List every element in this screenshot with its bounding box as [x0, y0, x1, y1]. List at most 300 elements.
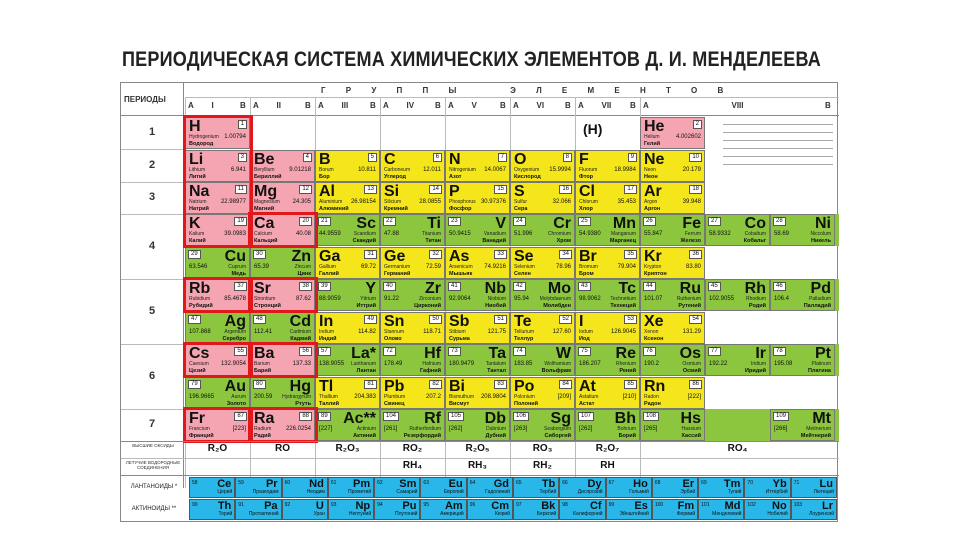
atomic-number: 69	[701, 480, 707, 486]
element-cell-pr[interactable]	[235, 477, 281, 498]
atomic-number: 86	[689, 380, 702, 389]
element-symbol: Mg	[254, 183, 278, 200]
element-cell-lu[interactable]	[791, 477, 837, 498]
atomic-number: 31	[364, 250, 377, 259]
russian-name: Хлор	[579, 206, 593, 212]
element-cell-md[interactable]	[698, 499, 744, 520]
atomic-number: 45	[708, 282, 721, 291]
element-cell-hf[interactable]	[380, 344, 445, 376]
element-cell-fe[interactable]	[640, 214, 705, 246]
atomic-number: 92	[284, 502, 291, 508]
atomic-number: 30	[253, 250, 266, 259]
element-cell-os[interactable]	[640, 344, 705, 376]
element-cell-zr[interactable]	[380, 279, 445, 311]
atomic-number: 39	[318, 282, 331, 291]
element-symbol: No	[772, 500, 787, 512]
atomic-number: 74	[513, 347, 526, 356]
atomic-number: 70	[747, 480, 753, 486]
atomic-number: 37	[234, 282, 247, 291]
atomic-number: 51	[494, 315, 507, 324]
element-cell-ni[interactable]	[770, 214, 835, 246]
element-cell-tc[interactable]	[575, 279, 640, 311]
russian-name: Уран	[313, 511, 325, 517]
atomic-number: 77	[708, 347, 721, 356]
period-label: 5	[148, 304, 156, 317]
latin-name: Argon	[644, 199, 658, 205]
element-cell-yb[interactable]	[744, 477, 790, 498]
atomic-number: 49	[364, 315, 377, 324]
atomic-number: 35	[624, 250, 637, 259]
latin-name: Selenium	[514, 264, 535, 270]
russian-name: Актиний	[353, 433, 376, 439]
russian-name: Лютеций	[813, 489, 834, 495]
element-symbol: Lu	[819, 478, 833, 490]
atomic-mass: 204.383	[354, 394, 376, 400]
latin-name: Gallium	[319, 264, 336, 270]
element-cell-au[interactable]	[185, 377, 250, 409]
element-cell-ir[interactable]	[705, 344, 770, 376]
element-cell-v[interactable]	[445, 214, 510, 246]
latin-name: Rhodium	[745, 296, 766, 302]
latin-name: Hafnium	[422, 361, 441, 367]
russian-name: Аргон	[644, 206, 661, 212]
atomic-number: 27	[708, 217, 721, 226]
latin-name: Argentum	[224, 329, 246, 335]
russian-name: Сурьма	[449, 336, 470, 342]
element-cell-la[interactable]	[315, 344, 380, 376]
element-cell-kr[interactable]	[640, 247, 705, 279]
atomic-number: 16	[559, 185, 572, 194]
element-symbol: Be	[254, 151, 275, 168]
russian-name: Скандий	[352, 238, 376, 244]
element-cell-ta[interactable]	[445, 344, 510, 376]
grid-line	[121, 441, 839, 442]
atomic-mass: 200.59	[254, 394, 273, 400]
element-cell-w[interactable]	[510, 344, 575, 376]
atomic-number: 34	[559, 250, 572, 259]
element-cell-db[interactable]	[445, 409, 510, 441]
element-cell-cm[interactable]	[467, 499, 513, 520]
element-cell-nb[interactable]	[445, 279, 510, 311]
group-b-label: B	[370, 101, 376, 110]
element-cell-re[interactable]	[575, 344, 640, 376]
element-cell-pb[interactable]	[380, 377, 445, 409]
russian-name: Гафний	[419, 368, 441, 374]
atomic-mass: 196.9665	[189, 394, 215, 400]
element-symbol: Si	[384, 183, 400, 200]
atomic-number: 59	[238, 480, 244, 486]
element-cell-pd[interactable]	[770, 279, 835, 311]
element-symbol: Kr	[644, 248, 662, 265]
element-cell-es[interactable]	[606, 499, 652, 520]
russian-name: Железо	[680, 238, 701, 244]
element-symbol: Au	[224, 378, 246, 395]
element-cell-ru[interactable]	[640, 279, 705, 311]
element-cell-pu[interactable]	[374, 499, 420, 520]
latin-name: Zincum	[294, 264, 311, 270]
latin-name: Seaborgium	[544, 426, 571, 432]
russian-name: Торий	[218, 511, 233, 517]
element-cell-hs[interactable]	[640, 409, 705, 441]
latin-name: Germanium	[384, 264, 411, 270]
atomic-mass: 186.207	[579, 361, 601, 367]
element-cell-ne[interactable]	[640, 150, 705, 182]
element-cell-ga[interactable]	[315, 247, 380, 279]
element-cell-as[interactable]	[445, 247, 510, 279]
russian-name: Радон	[644, 401, 661, 407]
element-cell-er[interactable]	[652, 477, 698, 498]
atomic-number: 8	[563, 153, 572, 162]
russian-name: Радий	[254, 433, 271, 439]
atomic-number: 48	[253, 315, 266, 324]
russian-name: Алюминий	[319, 206, 349, 212]
element-symbol: Cl	[579, 183, 595, 200]
latin-name: Iodum	[579, 329, 593, 335]
atomic-mass: 118.71	[423, 329, 441, 335]
latin-name: Lanthanum	[350, 361, 376, 367]
atomic-number: 38	[299, 282, 312, 291]
element-symbol: Md	[724, 500, 741, 512]
oxide-formula: R₂O₃	[335, 443, 360, 454]
element-cell-ti[interactable]	[380, 214, 445, 246]
element-symbol: S	[514, 183, 525, 200]
atomic-number: 101	[701, 502, 710, 508]
element-cell-np[interactable]	[328, 499, 374, 520]
atomic-number: 9	[628, 153, 637, 162]
element-cell-c[interactable]	[380, 150, 445, 182]
element-cell-u[interactable]	[282, 499, 328, 520]
element-symbol: Bi	[449, 378, 465, 395]
group-b-label: B	[435, 101, 441, 110]
atomic-mass: [222]	[687, 394, 701, 400]
element-cell-xe[interactable]	[640, 312, 705, 344]
russian-name: Тербий	[539, 489, 557, 495]
atomic-mass: 47.88	[384, 231, 400, 237]
atomic-mass: 83.80	[685, 264, 701, 270]
element-cell-sg[interactable]	[510, 409, 575, 441]
element-cell-si[interactable]	[380, 182, 445, 214]
element-cell-y[interactable]	[315, 279, 380, 311]
atomic-mass: 32.066	[552, 199, 571, 205]
periods-header: ПЕРИОДЫ	[124, 95, 166, 104]
element-symbol: Tc	[618, 280, 636, 297]
atomic-number: 96	[469, 502, 476, 508]
russian-name: Рутений	[678, 303, 701, 309]
grid-line	[121, 344, 183, 345]
group-b-label: B	[565, 101, 571, 110]
latin-name: Molybdaenum	[539, 296, 571, 302]
element-cell-cu[interactable]	[185, 247, 250, 279]
element-symbol: Pa	[264, 500, 278, 512]
element-symbol: Ho	[633, 478, 648, 490]
atomic-number: 42	[513, 282, 526, 291]
latin-name: Natrium	[189, 199, 207, 205]
atomic-number: 53	[624, 315, 637, 324]
russian-name: Ниобий	[485, 303, 506, 309]
element-symbol: Te	[514, 313, 532, 330]
atomic-number: 52	[559, 315, 572, 324]
element-cell-pm[interactable]	[328, 477, 374, 498]
period-label: 2	[148, 159, 156, 171]
element-symbol: Xe	[644, 313, 664, 330]
russian-name: Фермий	[676, 511, 696, 517]
element-symbol: Rn	[644, 378, 666, 395]
russian-name: Франций	[189, 433, 214, 439]
element-symbol: Ga	[319, 248, 341, 265]
atomic-number: 67	[608, 480, 615, 486]
atomic-mass: 50.9415	[449, 231, 471, 237]
russian-name: Азот	[449, 174, 462, 180]
atomic-mass: 51.996	[514, 231, 533, 237]
hydride-formula: RH	[600, 460, 615, 471]
element-cell-at[interactable]	[575, 377, 640, 409]
element-symbol: In	[319, 313, 334, 330]
element-cell-nd[interactable]	[282, 477, 328, 498]
element-cell-zn[interactable]	[250, 247, 315, 279]
atomic-mass: 183.85	[514, 361, 533, 367]
element-cell-ce[interactable]	[189, 477, 235, 498]
atomic-number: 63	[423, 480, 429, 486]
element-cell-tm[interactable]	[698, 477, 744, 498]
russian-name: Хассий	[681, 433, 701, 439]
russian-name: Иридий	[745, 368, 766, 374]
latin-name: Meitnerium	[806, 426, 831, 432]
element-cell-sm[interactable]	[374, 477, 420, 498]
element-cell-rh[interactable]	[705, 279, 770, 311]
atomic-number: 104	[383, 412, 399, 421]
element-cell-am[interactable]	[420, 499, 466, 520]
element-symbol: Sn	[384, 313, 405, 330]
legend-line	[723, 119, 833, 125]
atomic-mass: 28.0855	[419, 199, 441, 205]
russian-name: Полоний	[514, 401, 539, 407]
element-cell-tl[interactable]	[315, 377, 380, 409]
element-symbol: Ar	[644, 183, 662, 200]
russian-name: Нобелий	[767, 511, 788, 517]
legend-line	[723, 127, 833, 133]
element-cell-cf[interactable]	[559, 499, 605, 520]
element-cell-hg[interactable]	[250, 377, 315, 409]
element-symbol: Cd	[289, 313, 311, 330]
latin-name: Xenon	[644, 329, 659, 335]
element-cell-cr[interactable]	[510, 214, 575, 246]
highlight-ra	[248, 407, 318, 443]
atomic-number: 72	[383, 347, 396, 356]
element-cell-n[interactable]	[445, 150, 510, 182]
element-cell-mo[interactable]	[510, 279, 575, 311]
oxides-label: ВЫСШИЕ ОКСИДЫ	[132, 443, 174, 448]
element-symbol: Re	[615, 345, 636, 362]
element-cell-mt[interactable]	[770, 409, 835, 441]
atomic-mass: [227]	[319, 426, 333, 432]
element-symbol: Cf	[589, 500, 602, 512]
russian-name: Бериллий	[254, 174, 282, 180]
group-b-label: B	[240, 101, 246, 110]
russian-name: Иод	[579, 336, 590, 342]
group-b-label: B	[825, 101, 831, 110]
element-cell-dy[interactable]	[559, 477, 605, 498]
element-cell-cl[interactable]	[575, 182, 640, 214]
latin-name: Rhenium	[615, 361, 636, 367]
element-cell-bh[interactable]	[575, 409, 640, 441]
atomic-mass: 6.941	[230, 167, 246, 173]
atomic-mass: 131.29	[682, 329, 701, 335]
group-roman-label: VIII	[731, 101, 744, 110]
atomic-mass: 58.69	[774, 231, 790, 237]
atomic-number: 109	[773, 412, 789, 421]
element-cell-ho[interactable]	[606, 477, 652, 498]
element-symbol: Sc	[356, 215, 376, 232]
element-cell-rn[interactable]	[640, 377, 705, 409]
element-cell-ar[interactable]	[640, 182, 705, 214]
element-cell-fm[interactable]	[652, 499, 698, 520]
hydrides-label: ЛЕТУЧИЕ ВОДОРОДНЫЕ СОЕДИНЕНИЯ	[125, 460, 181, 470]
atomic-mass: 22.98977	[220, 199, 246, 205]
element-cell-o[interactable]	[510, 150, 575, 182]
element-cell-sb[interactable]	[445, 312, 510, 344]
russian-name: Нептуний	[348, 511, 372, 517]
element-symbol: Rb	[189, 280, 211, 297]
hydride-formula: RH₂	[533, 460, 552, 471]
element-cell-lr[interactable]	[791, 499, 837, 520]
atomic-number: 26	[643, 217, 656, 226]
element-cell-co[interactable]	[705, 214, 770, 246]
element-cell-bk[interactable]	[513, 499, 559, 520]
latin-name: Hydrargyrum	[282, 394, 311, 400]
element-cell-mn[interactable]	[575, 214, 640, 246]
russian-name: Иттербий	[765, 489, 788, 495]
atomic-mass: 35.453	[617, 199, 636, 205]
element-cell-p[interactable]	[445, 182, 510, 214]
latin-name: Bohrium	[617, 426, 636, 432]
element-cell-pa[interactable]	[235, 499, 281, 520]
atomic-number: 7	[498, 153, 507, 162]
hydrogen-group-vii: (H)	[583, 121, 603, 137]
atomic-number: 1	[238, 120, 247, 129]
element-symbol: Tm	[723, 478, 741, 490]
element-cell-ac[interactable]	[315, 409, 380, 441]
atomic-mass: 207.2	[425, 394, 441, 400]
russian-name: Палладий	[803, 303, 831, 309]
grid-line	[121, 214, 183, 215]
element-cell-rf[interactable]	[380, 409, 445, 441]
russian-name: Иттрий	[356, 303, 376, 309]
element-cell-he[interactable]	[640, 117, 705, 149]
element-symbol: Nb	[484, 280, 506, 297]
element-cell-mg[interactable]	[250, 182, 315, 214]
element-symbol: Dy	[587, 478, 602, 490]
element-cell-al[interactable]	[315, 182, 380, 214]
atomic-number: 58	[192, 480, 198, 486]
element-symbol: C	[384, 151, 396, 168]
element-cell-te[interactable]	[510, 312, 575, 344]
atomic-mass: 30.97376	[480, 199, 506, 205]
latin-name: Beryllium	[254, 167, 275, 173]
atomic-number: 54	[689, 315, 702, 324]
element-cell-cd[interactable]	[250, 312, 315, 344]
russian-name: Гольмий	[629, 489, 649, 495]
atomic-number: 13	[364, 185, 377, 194]
element-cell-ge[interactable]	[380, 247, 445, 279]
russian-name: Углерод	[384, 174, 406, 180]
element-cell-bi[interactable]	[445, 377, 510, 409]
latin-name: Nitrogenium	[449, 167, 476, 173]
atomic-mass: 192.22	[709, 361, 728, 367]
element-cell-br[interactable]	[575, 247, 640, 279]
element-cell-f[interactable]	[575, 150, 640, 182]
russian-name: Технеций	[610, 303, 636, 309]
element-symbol: Ba	[254, 345, 275, 362]
atomic-mass: [261]	[384, 426, 398, 432]
element-cell-in[interactable]	[315, 312, 380, 344]
element-cell-be[interactable]	[250, 150, 315, 182]
element-symbol: K	[189, 215, 201, 232]
latin-name: Cuprum	[228, 264, 246, 270]
element-symbol: As	[449, 248, 470, 265]
atomic-number: 87	[234, 412, 247, 421]
russian-name: Кальций	[254, 238, 278, 244]
element-cell-tb[interactable]	[513, 477, 559, 498]
atomic-number: 71	[793, 480, 800, 486]
russian-name: Теллур	[514, 336, 534, 342]
atomic-number: 80	[253, 380, 266, 389]
atomic-number: 68	[654, 480, 661, 486]
atomic-mass: 69.72	[360, 264, 376, 270]
atomic-number: 93	[330, 502, 337, 508]
element-cell-sn[interactable]	[380, 312, 445, 344]
atomic-mass: 15.9994	[549, 167, 571, 173]
element-cell-eu[interactable]	[420, 477, 466, 498]
russian-name: Неон	[644, 174, 658, 180]
periodic-table	[120, 82, 838, 522]
latin-name: Barium	[254, 361, 270, 367]
group-roman-label: III	[341, 101, 349, 110]
element-symbol: Se	[514, 248, 534, 265]
oxide-formula: RO₂	[402, 443, 423, 454]
element-symbol: Pr	[265, 478, 278, 490]
highlight-fr	[183, 407, 253, 443]
latin-name: Aluminium	[319, 199, 343, 205]
atomic-number: 94	[377, 502, 383, 508]
element-cell-b[interactable]	[315, 150, 380, 182]
element-symbol: H	[189, 118, 201, 135]
atomic-number: 28	[773, 217, 786, 226]
element-symbol: Pu	[402, 500, 417, 512]
latin-name: Niccolum	[810, 231, 831, 237]
element-cell-th[interactable]	[189, 499, 235, 520]
element-cell-s[interactable]	[510, 182, 575, 214]
element-cell-ag[interactable]	[185, 312, 250, 344]
element-cell-i[interactable]	[575, 312, 640, 344]
element-symbol: I	[579, 313, 584, 330]
element-cell-gd[interactable]	[467, 477, 513, 498]
atomic-number: 107	[578, 412, 594, 421]
russian-name: Борий	[618, 433, 636, 439]
group-a-label: A	[643, 101, 649, 110]
element-cell-se[interactable]	[510, 247, 575, 279]
element-cell-sc[interactable]	[315, 214, 380, 246]
grid-line	[121, 279, 183, 280]
russian-name: Калий	[189, 238, 206, 244]
element-cell-no[interactable]	[744, 499, 790, 520]
russian-name: Сера	[514, 206, 528, 212]
element-symbol: Pt	[815, 345, 831, 362]
russian-name: Таллий	[319, 401, 340, 407]
russian-name: Тантал	[487, 368, 506, 374]
element-cell-po[interactable]	[510, 377, 575, 409]
element-cell-pt[interactable]	[770, 344, 835, 376]
latin-name: Helium	[644, 134, 660, 140]
